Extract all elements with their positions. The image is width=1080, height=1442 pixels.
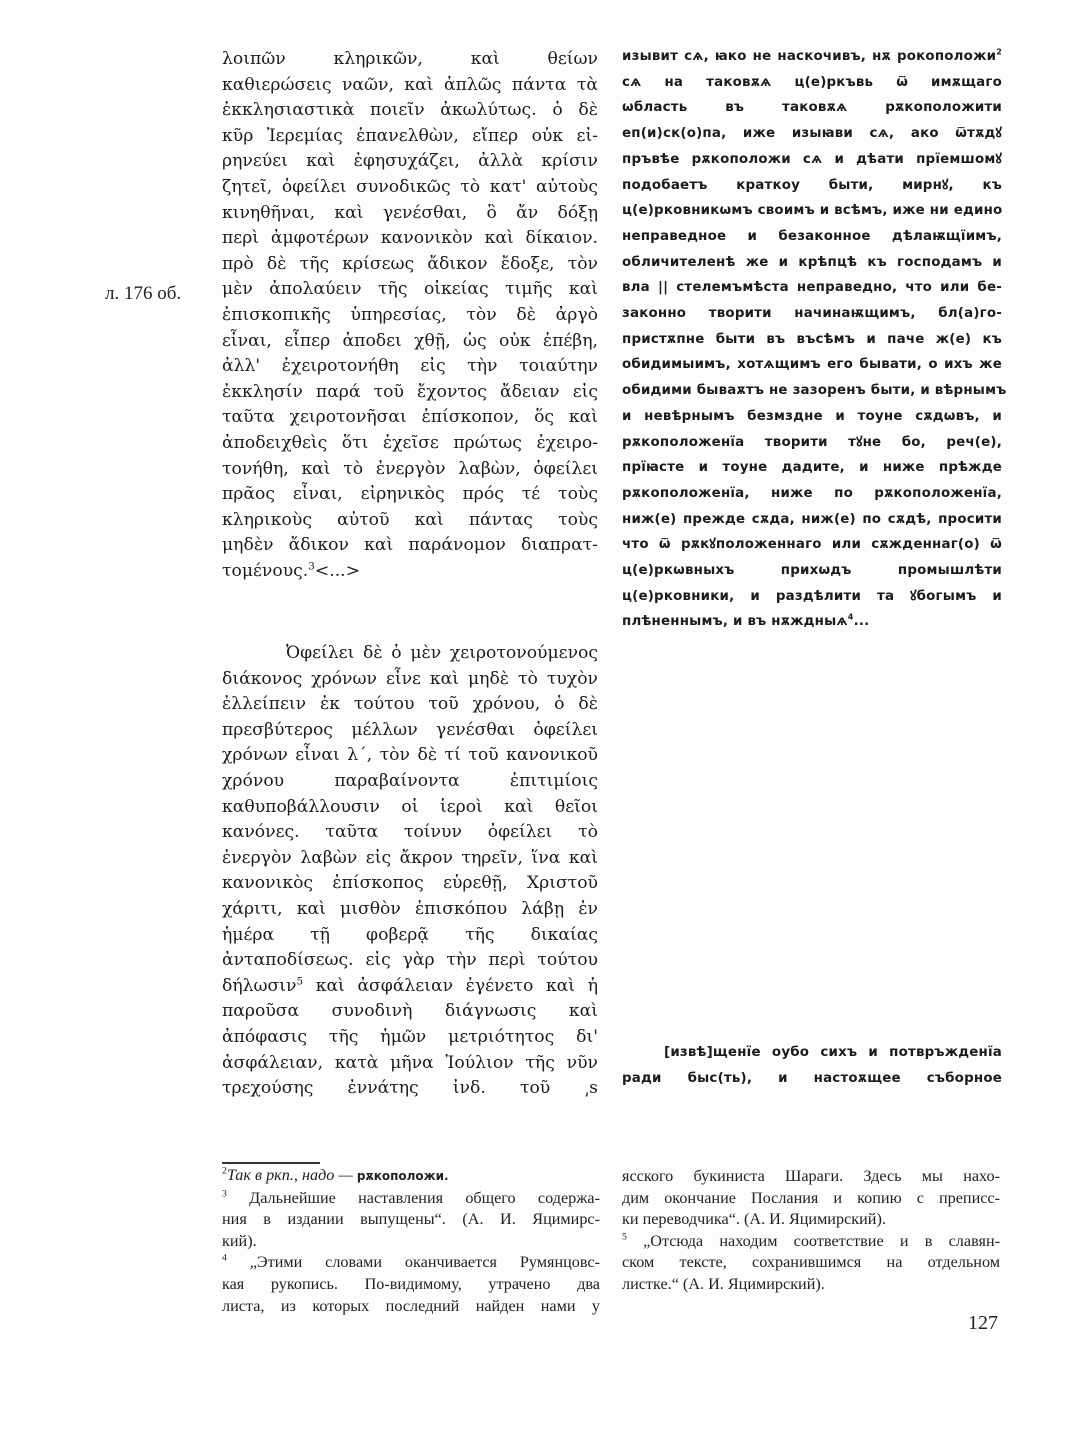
text-line: κανόνες. ταῦτα τοίνυν ὀφείλει τὸ xyxy=(222,822,598,843)
footnote-line: кая рукопись. По-видимому, утрачено два xyxy=(222,1274,600,1293)
text-line: ѡбласть въ таковѫѧ рѫкоположити xyxy=(622,100,1002,116)
omission-mark: <...> xyxy=(314,560,361,581)
text-line: рѫкоположенїа творити тꙋне бо, реч(е), xyxy=(622,434,1002,450)
text-line: прїꙗсте и тоуне дадите, и ниже прѣжде xyxy=(622,460,1002,476)
footnote-line: ском тексте, сохранившимся на отдельном xyxy=(622,1253,1000,1272)
text-line: εἶναι, εἶπερ ἀποδει χθῇ, ὡς οὐκ ἐπέβη, xyxy=(222,330,598,351)
text-line: сѧ на таковѫѧ ц(е)ркъвь ѿ имѫщаго xyxy=(622,74,1002,90)
text-line: еп(и)ск(о)па, иже изыꙗви сѧ, ако ѿтѫдꙋ xyxy=(622,126,1002,142)
text-line: κληρικοὺς αὐτοῦ καὶ πάντας τοὺς xyxy=(222,509,598,530)
text-line: καθυποβάλλουσιν οἱ ἱεροὶ καὶ θεῖοι xyxy=(222,796,598,817)
footnote-line: кий). xyxy=(222,1231,257,1250)
text-line: подобаетъ краткоу быти, мирнꙋ, къ xyxy=(622,177,1002,193)
footnote-ref[interactable]: 5 xyxy=(296,974,304,987)
footnote-4: $^4$ „Этими словами оканчивается Румянцовс- xyxy=(222,1252,600,1272)
text-line: законно творити начинаѭщимъ, бл(а)го- xyxy=(622,306,1002,322)
folio-margin-note: л. 176 об. xyxy=(105,283,182,304)
text-line: ц(е)рковники, и раздѣлити та ꙋбогымъ и xyxy=(622,588,1002,604)
text-line: ἐλλείπειν ἐκ τούτου τοῦ χρόνου, ὁ δὲ xyxy=(222,694,598,715)
text-line: [извѣ]щенїе оубо сихъ и потвръжденїа xyxy=(664,1045,1002,1060)
text-line: пристѫпне быти въ въсѣмъ и паче ж(е) къ xyxy=(622,331,1002,347)
text-line: τονήθη, καὶ τὸ ἐνεργὸν λαβὼν, ὀφείλει xyxy=(222,458,598,479)
text-line: ἐκκλησίν παρά τοῦ ἔχοντος ἄδειαν εἰς xyxy=(222,381,598,402)
text-line: μὲν ἀπολαύειν τῆς οἰκείας τιμῆς καὶ xyxy=(222,279,598,300)
text-line: ц(е)ркѡвныхъ прихѡдъ промышлѣти xyxy=(622,563,1002,579)
text-line: рѫкоположенїа, ниже по рѫкоположенїа, xyxy=(622,485,1002,501)
footnote-2: $^2$Так в ркп., надо — рѫкоположи. xyxy=(222,1165,449,1184)
greek-text-block-1 xyxy=(222,47,598,584)
text-line: χρόνων εἶναι λ΄, τὸν δὲ τί τοῦ κανονικοῦ xyxy=(222,745,598,766)
text-line: περὶ ἀμφοτέρων κανονικὸν καὶ δίκαιον. xyxy=(222,228,598,249)
footnote-5: $^5$ „Отсюда находим соответствие и в славян- xyxy=(622,1231,1001,1250)
text-line: παροῦσα συνοδινὴ διάγνωσις καὶ xyxy=(222,1001,598,1022)
footnotes-right-column xyxy=(622,1166,1000,1296)
text-line: ἐκκλησιαστικὰ ποιεῖν ἀκωλύτως. ὁ δὲ xyxy=(222,100,598,121)
footnote-3: $^3$ Дальнейшие наставления общего содержа- xyxy=(222,1188,601,1207)
text-line: χάριτι, καὶ μισθὸν ἐπισκόπου λάβῃ ἐν xyxy=(222,898,598,919)
text-line: κανονικὸς ἐπίσκοπος εὑρεθῇ, Χριστοῦ xyxy=(222,873,598,894)
slavonic-text-block-2 xyxy=(622,1040,1002,1091)
text-line: вла || стелемъмѣста неправедно, что или бе- xyxy=(622,280,1002,296)
footnote-line: ясского букиниста Шараги. Здесь мы нахо- xyxy=(622,1167,1000,1185)
text-line: πρεσβύτερος μέλλων γενέσθαι ὀφείλει xyxy=(222,719,598,740)
footnote-ref[interactable]: 2 xyxy=(996,47,1002,57)
text-line: ἀσφάλειαν, κατὰ μῆνα Ἰούλιον τῆς νῦν xyxy=(222,1052,598,1073)
text-line: χρόνου παραβαίνοντα ἐπιτιμίοις xyxy=(222,770,598,791)
footnotes-left-column xyxy=(222,1165,600,1317)
text-line: πρὸ δὲ τῆς κρίσεως ἄδικον ἔδοξε, τὸν xyxy=(222,253,598,274)
text-line: ζητεῖ, ὀφείλει συνοδικῶς τὸ κατ' αὐτοὺς xyxy=(222,176,598,197)
text-line: и невѣрнымъ безмздне и тоуне сѫдѡвъ, и xyxy=(622,408,1002,424)
text-line: ἀνταποδίσεως. εἰς γὰρ τὴν περὶ τούτου xyxy=(222,950,598,971)
footnote-line: листа, из которых последний найден нами у xyxy=(222,1296,600,1315)
text-line: что ѿ рѫкꙋположеннаго или сѫжденнаг(о) ѿ xyxy=(622,537,1002,553)
text-line: κῦρ Ἰερεμίας ἐπανελθὼν, εἴπερ οὐκ εἰ- xyxy=(222,125,598,146)
page-number: 127 xyxy=(968,1312,998,1334)
text-line: τρεχούσης ἐννάτης ἰνδ. τοῦ ͵ѕ xyxy=(222,1078,598,1099)
text-line: ниж(е) прежде сѫда, ниж(е) по сѫдѣ, просити xyxy=(622,511,1002,527)
text-line: διάκονος χρόνων εἶνε καὶ μηδὲ τὸ τυχὸν xyxy=(222,668,598,689)
footnote-line: ки переводчика“. (А. И. Яцимирский). xyxy=(622,1210,886,1229)
footnote-separator xyxy=(222,1162,320,1164)
footnote-ref[interactable]: 3 xyxy=(308,560,315,573)
text-line: обличителенѣ же и крѣпцѣ къ господамъ и xyxy=(622,254,1002,270)
text-line: ради быс(ть), и настоѫщее съборное xyxy=(622,1070,1002,1086)
text-line: πρᾶος εἶναι, εἰρηνικὸς πρός τέ τοὺς xyxy=(222,484,598,505)
text-line: ἐπισκοπικῆς ὑπηρεσίας, τὸν δὲ ἀργὸ xyxy=(222,304,598,325)
text-line: Ὀφείλει δὲ ὁ μὲν χειροτονούμενος xyxy=(286,643,598,663)
text-line: κινηθῆναι, καὶ γενέσθαι, ὃ ἄν δόξῃ xyxy=(222,202,598,223)
text-line: μηδὲν ἄδικον καὶ παράνομον διαπρατ- xyxy=(222,535,598,556)
text-line: обидими бываѫтъ не зазоренъ быти, и вѣрнымъ xyxy=(622,383,1007,399)
text-line: обидимыимъ, хотѧщимъ его бывати, о ихъ же xyxy=(622,357,1002,373)
text-line: ἀποδειχθεὶς ὅτι ἐχεῖσε πρώτως ἐχειρο- xyxy=(222,432,598,453)
footnote-line: листке.“ (А. И. Яцимирский). xyxy=(622,1274,825,1293)
footnote-line: ния в издании выпущены“. (А. И. Яцимирс- xyxy=(222,1210,600,1229)
text-line: δήλωσιν$^5$ καὶ ἀσφάλειαν ἐγένετο καὶ ἡ xyxy=(222,974,598,996)
text-line: τομένους.$^3$<...> xyxy=(222,560,361,581)
text-line: пръвѣе рѫкоположи сѧ и дѣати прїемшомꙋ xyxy=(622,151,1002,167)
text-line: ц(е)рковникѡмъ своимъ и всѣмъ, иже ни едино xyxy=(622,203,1003,219)
text-line: неправедное и безаконное дѣлаѭщїимъ, xyxy=(622,228,1002,244)
text-line: ἀλλ' ἐχειροτονήθη εἰς τὴν τοιαύτην xyxy=(222,356,598,377)
text-line: ἡμέρα τῇ φοβερᾷ τῆς δικαίας xyxy=(222,924,598,945)
footnote-ref[interactable]: 4 xyxy=(847,613,854,622)
text-line: ταῦτα χειροτονῆσαι ἐπίσκοπον, ὅς καὶ xyxy=(222,407,598,428)
text-line: ἐνεργὸν λαβὼν εἰς ἄκρον τηρεῖν, ἵνα καὶ xyxy=(222,847,598,868)
text-line: ρηνεύει καὶ ἐφησυχάζει, ἀλλὰ κρίσιν xyxy=(222,151,598,172)
greek-text-block-2 xyxy=(222,641,598,1102)
text-line: καθιερώσεις ναῶν, καὶ ἁπλῶς πάντα τὰ xyxy=(222,74,598,95)
footnote-line: дим окончание Послания и копию с преписс- xyxy=(622,1188,1000,1207)
text-line: λοιπῶν κληρικῶν, καὶ θείων xyxy=(222,49,598,69)
text-line: плѣненнымъ, и въ нѫждныѧ$^4$... xyxy=(622,613,870,630)
slavonic-text-block-1 xyxy=(622,44,1007,635)
text-line: изывит сѧ, ꙗко не наскочивъ, нѫ рокоположи$^2$ xyxy=(622,47,1002,64)
text-line: ἀπόφασις τῆς ἡμῶν μετριότητος δι' xyxy=(222,1026,598,1047)
